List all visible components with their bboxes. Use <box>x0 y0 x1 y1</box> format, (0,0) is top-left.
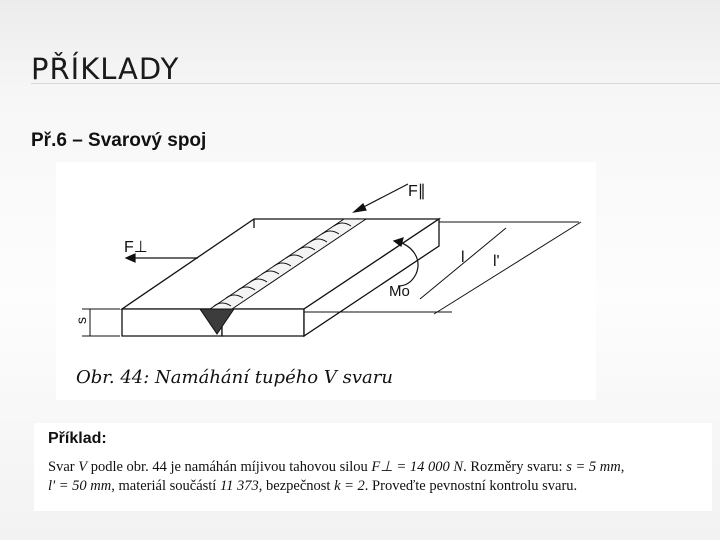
example-text <box>48 458 706 496</box>
example-text-part: , materiál součástí <box>111 478 220 494</box>
example-text-part: , <box>620 459 625 475</box>
figure-caption: Obr. 44: Namáhání tupého V svaru <box>76 367 393 388</box>
example-s-value: s = 5 mm <box>566 459 621 475</box>
example-text-part: , bezpečnost <box>258 478 335 494</box>
title-divider <box>31 83 720 84</box>
example-l-value: l' = 50 mm <box>48 478 112 494</box>
weld-figure <box>56 162 596 400</box>
example-heading: Příklad: <box>48 430 107 447</box>
moment-label: Mo <box>389 283 410 300</box>
force-parallel-arrow <box>354 184 408 212</box>
slide-title: PŘÍKLADY <box>31 52 180 86</box>
example-panel <box>34 423 712 511</box>
force-perp-label: F⊥ <box>124 239 148 256</box>
example-k-value: k = 2 <box>334 478 365 494</box>
thickness-label: s <box>73 317 89 324</box>
example-text-part: . Rozměry svaru: <box>463 459 567 475</box>
force-parallel-label: F∥ <box>408 183 426 200</box>
example-text-part: Svar <box>48 459 79 475</box>
right-plate-front <box>222 309 304 336</box>
example-text-part: . Proveďte pevnostní kontrolu svaru. <box>364 478 578 494</box>
length-label: l <box>461 249 465 266</box>
length-prime-label: l' <box>493 253 500 270</box>
slide-subtitle: Př.6 – Svarový spoj <box>31 130 207 151</box>
example-text-italic: V <box>78 459 88 475</box>
example-text-part: podle obr. 44 je namáhán míjivou tahovou silou <box>87 459 372 475</box>
weld-diagram <box>56 162 596 400</box>
example-force-value: F⊥ = 14 000 N <box>371 459 464 475</box>
example-material-value: 11 373 <box>219 478 259 494</box>
